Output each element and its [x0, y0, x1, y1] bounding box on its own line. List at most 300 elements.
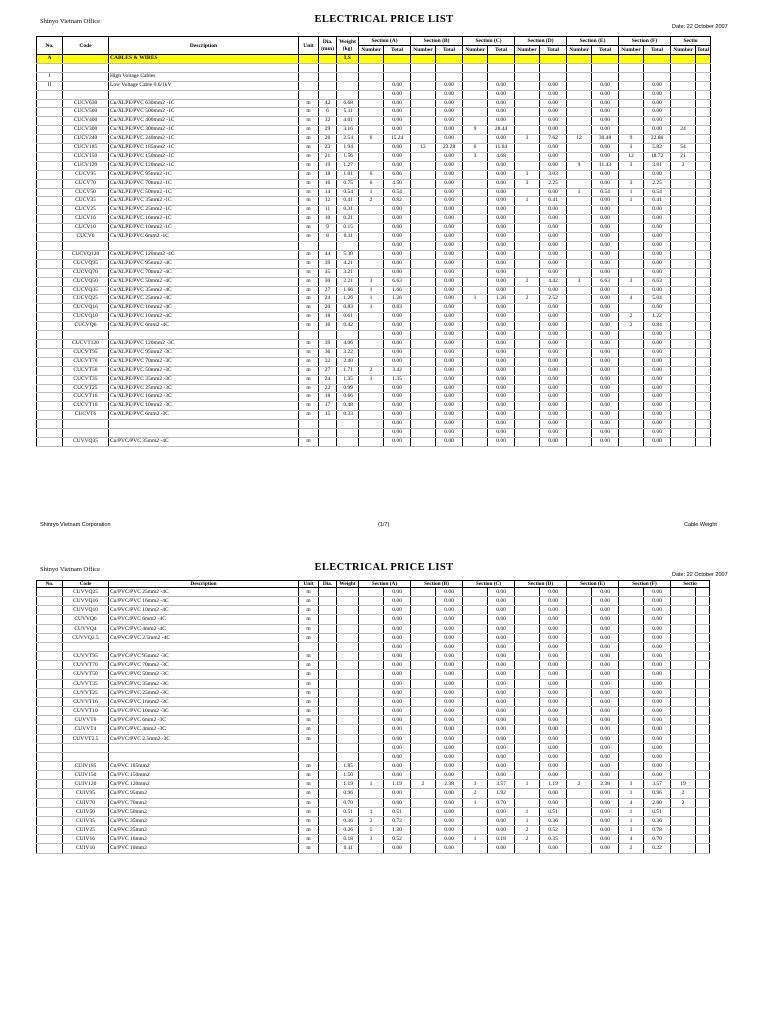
- table-cell: 0.00: [384, 844, 411, 853]
- table-cell: 21: [319, 152, 337, 161]
- table-cell: m: [299, 679, 319, 688]
- table-cell: 1.19: [337, 780, 359, 789]
- table-cell: 0.00: [644, 402, 671, 411]
- table-cell: [515, 339, 540, 348]
- table-cell: [463, 81, 488, 90]
- table-cell: CUCV185: [63, 144, 109, 153]
- table-cell: [671, 366, 696, 375]
- table-row: [37, 661, 710, 670]
- table-cell: 0.00: [384, 652, 411, 661]
- table-row: [37, 716, 710, 725]
- table-cell: [696, 295, 711, 304]
- table-cell: 0.00: [436, 348, 463, 357]
- table-cell: [696, 807, 710, 816]
- table-cell: [319, 835, 337, 844]
- table-cell: 0.26: [337, 826, 359, 835]
- table-cell: CUCVT25: [63, 384, 109, 393]
- table-cell: [463, 348, 488, 357]
- table-cell: [515, 242, 540, 251]
- table-cell: 0.00: [592, 90, 619, 99]
- table-cell: m: [299, 179, 319, 188]
- table-cell: [619, 670, 644, 679]
- table-row: [37, 597, 710, 606]
- table-cell: [359, 597, 384, 606]
- table-cell: [619, 429, 644, 438]
- table-cell: 3: [515, 135, 540, 144]
- table-cell: [567, 597, 592, 606]
- table-cell: m: [299, 633, 319, 642]
- subheader-number: Number: [515, 46, 540, 55]
- table-cell: 1: [619, 197, 644, 206]
- table-cell: Cu/XLPE/PVC 16mm2 -3C: [109, 393, 299, 402]
- table-cell: m: [299, 816, 319, 825]
- table-cell: [384, 63, 411, 72]
- table-cell: [696, 835, 710, 844]
- table-cell: 0.00: [644, 437, 671, 446]
- table-cell: 0.00: [436, 81, 463, 90]
- table-cell: [671, 844, 696, 853]
- table-row: [37, 170, 711, 179]
- subheader-total: Total: [697, 47, 710, 53]
- table-cell: 0.00: [488, 606, 515, 615]
- table-cell: 0.00: [384, 99, 411, 108]
- table-cell: 2.80: [644, 798, 671, 807]
- subheader-total: Total: [488, 46, 515, 55]
- table-cell: [567, 789, 592, 798]
- table-cell: [567, 81, 592, 90]
- table-cell: 0.00: [540, 268, 567, 277]
- table-cell: [567, 331, 592, 340]
- table-cell: [671, 331, 696, 340]
- table-cell: 0.36: [337, 816, 359, 825]
- section-row-cables: [37, 55, 711, 64]
- table-row: [37, 798, 710, 807]
- table-cell: 32: [319, 117, 337, 126]
- table-cell: [619, 224, 644, 233]
- table-cell: [337, 437, 359, 446]
- table-cell: [37, 277, 63, 286]
- table-cell: [319, 652, 337, 661]
- table-cell: 0.00: [540, 642, 567, 651]
- table-cell: [671, 295, 696, 304]
- table-cell: [567, 652, 592, 661]
- table-cell: CUVVT16: [63, 697, 109, 706]
- table-cell: 0.00: [540, 286, 567, 295]
- table-cell: [696, 197, 711, 206]
- table-cell: 0.00: [644, 633, 671, 642]
- table-cell: [619, 597, 644, 606]
- table-cell: [671, 81, 696, 90]
- table-cell: [411, 789, 436, 798]
- table-cell: [671, 135, 696, 144]
- table-row: [37, 780, 710, 789]
- table-cell: 0.00: [488, 688, 515, 697]
- table-cell: [411, 761, 436, 770]
- table-cell: [671, 250, 696, 259]
- table-cell: [319, 615, 337, 624]
- table-cell: m: [299, 348, 319, 357]
- table-cell: 0.00: [488, 215, 515, 224]
- table-cell: [337, 652, 359, 661]
- table-cell: 0.00: [592, 588, 619, 597]
- table-row: [37, 752, 710, 761]
- header-section-b: Section (B): [411, 581, 463, 588]
- table-cell: [567, 633, 592, 642]
- table-cell: [337, 642, 359, 651]
- table-cell: [567, 179, 592, 188]
- table-cell: [619, 697, 644, 706]
- table-cell: [567, 761, 592, 770]
- table-cell: 0.00: [540, 384, 567, 393]
- table-row: [37, 348, 711, 357]
- table-cell: [567, 117, 592, 126]
- table-cell: [696, 375, 711, 384]
- table-cell: 0.00: [592, 429, 619, 438]
- table-cell: [411, 339, 436, 348]
- table-cell: [515, 152, 540, 161]
- table-cell: 44: [319, 250, 337, 259]
- table-cell: [567, 268, 592, 277]
- table-cell: 15: [319, 411, 337, 420]
- table-cell: [696, 144, 711, 153]
- table-cell: 2.25: [540, 179, 567, 188]
- table-cell: 0.00: [644, 725, 671, 734]
- table-cell: m: [299, 161, 319, 170]
- table-cell: [671, 339, 696, 348]
- table-cell: [359, 734, 384, 743]
- table-cell: 0.00: [540, 437, 567, 446]
- table-cell: Cu/PVC/PVC 95mm2 -3C: [109, 652, 299, 661]
- table-cell: m: [299, 780, 319, 789]
- table-cell: 1.01: [337, 170, 359, 179]
- table-cell: [109, 642, 299, 651]
- table-cell: [671, 206, 696, 215]
- table-cell: 1.19: [540, 780, 567, 789]
- table-cell: 6: [463, 144, 488, 153]
- table-cell: [359, 688, 384, 697]
- table-row: [37, 331, 711, 340]
- table-cell: 18.72: [644, 152, 671, 161]
- table-cell: CUCV95: [63, 170, 109, 179]
- table-cell: CUCVT70: [63, 357, 109, 366]
- table-cell: [515, 411, 540, 420]
- table-cell: [359, 771, 384, 780]
- table-cell: CUCV10: [63, 224, 109, 233]
- table-cell: [319, 807, 337, 816]
- header-dia: Dia.: [319, 581, 337, 588]
- table-cell: Cu/PVC 25mm2: [109, 826, 299, 835]
- table-cell: 2: [515, 826, 540, 835]
- table-cell: 21: [671, 152, 696, 161]
- table-cell: 0.00: [488, 642, 515, 651]
- table-cell: [463, 242, 488, 251]
- table-row: [37, 215, 711, 224]
- table-cell: 0.00: [644, 642, 671, 651]
- table-cell: 0.00: [436, 375, 463, 384]
- table-cell: [515, 357, 540, 366]
- table-cell: [319, 688, 337, 697]
- table-cell: [567, 108, 592, 117]
- table-cell: [411, 670, 436, 679]
- table-cell: 22.86: [644, 135, 671, 144]
- document-date: Date: 22 October 2007: [672, 572, 728, 578]
- table-cell: [37, 606, 63, 615]
- table-cell: m: [299, 339, 319, 348]
- table-cell: [37, 688, 63, 697]
- table-cell: [359, 259, 384, 268]
- table-cell: 0.00: [644, 615, 671, 624]
- table-cell: CUVVQ10: [63, 606, 109, 615]
- table-cell: 0.00: [488, 108, 515, 117]
- table-cell: 0.00: [436, 384, 463, 393]
- table-cell: 0.00: [540, 420, 567, 429]
- table-cell: 12: [319, 197, 337, 206]
- table-cell: CUVVQ2.5: [63, 633, 109, 642]
- table-row: [37, 375, 711, 384]
- table-cell: [109, 743, 299, 752]
- table-cell: [319, 716, 337, 725]
- table-cell: [109, 429, 299, 438]
- table-cell: [619, 411, 644, 420]
- table-row: [37, 670, 710, 679]
- table-cell: CUVVT95: [63, 652, 109, 661]
- table-cell: [359, 108, 384, 117]
- table-cell: [696, 331, 711, 340]
- table-cell: 1: [619, 816, 644, 825]
- table-cell: CUCVQ120: [63, 250, 109, 259]
- table-cell: 0.00: [436, 295, 463, 304]
- table-cell: [567, 688, 592, 697]
- table-cell: 0.00: [488, 197, 515, 206]
- table-cell: 0.00: [488, 304, 515, 313]
- table-cell: Cu/XLPE/PVC 35mm2 -1C: [109, 197, 299, 206]
- table-cell: m: [299, 286, 319, 295]
- table-row: [37, 844, 710, 853]
- table-cell: [359, 99, 384, 108]
- table-cell: [696, 108, 711, 117]
- table-cell: [671, 606, 696, 615]
- table-cell: 0.00: [540, 606, 567, 615]
- table-cell: 0.42: [337, 322, 359, 331]
- table-cell: CUCVQ70: [63, 268, 109, 277]
- table-cell: 0.00: [592, 295, 619, 304]
- table-cell: [696, 348, 711, 357]
- table-cell: [411, 331, 436, 340]
- table-cell: 32: [319, 357, 337, 366]
- table-cell: 0.00: [592, 179, 619, 188]
- table-cell: m: [299, 206, 319, 215]
- table-cell: [671, 725, 696, 734]
- table-cell: Cu/XLPE/PVC 10mm2 -1C: [109, 224, 299, 233]
- table-cell: 0.00: [540, 652, 567, 661]
- table-cell: 19: [671, 780, 696, 789]
- table-cell: [359, 126, 384, 135]
- table-cell: 0.00: [644, 375, 671, 384]
- table-cell: [463, 816, 488, 825]
- table-cell: [384, 72, 411, 81]
- table-cell: Cu/XLPE/PVC 120mm2 -3C: [109, 339, 299, 348]
- table-cell: 0.00: [592, 117, 619, 126]
- table-cell: [515, 615, 540, 624]
- table-cell: 0.00: [540, 126, 567, 135]
- table-cell: [37, 393, 63, 402]
- page-title: ELECTRICAL PRICE LIST: [314, 14, 454, 25]
- table-row: [37, 313, 711, 322]
- table-cell: 0.00: [540, 411, 567, 420]
- table-cell: m: [299, 268, 319, 277]
- table-cell: 0.00: [488, 348, 515, 357]
- table-cell: [671, 771, 696, 780]
- table-cell: 0.96: [337, 789, 359, 798]
- table-cell: [37, 286, 63, 295]
- table-cell: [37, 642, 63, 651]
- table-cell: 0.00: [644, 81, 671, 90]
- table-cell: 3.21: [337, 268, 359, 277]
- table-cell: [619, 108, 644, 117]
- table-row: [37, 126, 711, 135]
- subheader-number: Number: [619, 46, 644, 55]
- table-cell: [463, 215, 488, 224]
- table-cell: m: [299, 144, 319, 153]
- table-cell: [359, 117, 384, 126]
- table-cell: 0.00: [384, 725, 411, 734]
- table-cell: 54: [671, 144, 696, 153]
- table-cell: [63, 420, 109, 429]
- table-cell: 2: [411, 780, 436, 789]
- table-cell: [411, 197, 436, 206]
- table-cell: 0.00: [436, 357, 463, 366]
- table-cell: 0.00: [644, 259, 671, 268]
- table-cell: 2.54: [337, 135, 359, 144]
- table-cell: CUCVT10: [63, 402, 109, 411]
- table-cell: [37, 357, 63, 366]
- table-cell: 0.51: [337, 807, 359, 816]
- table-cell: [37, 752, 63, 761]
- table-cell: 0.00: [592, 437, 619, 446]
- table-cell: 0.21: [337, 215, 359, 224]
- table-cell: 28.44: [488, 126, 515, 135]
- table-cell: 1: [567, 188, 592, 197]
- table-cell: [411, 807, 436, 816]
- table-cell: [671, 99, 696, 108]
- table-cell: CUIV16: [63, 835, 109, 844]
- table-cell: 0.00: [436, 215, 463, 224]
- table-cell: [411, 250, 436, 259]
- subheader-total: Total: [644, 46, 671, 55]
- table-cell: [696, 268, 711, 277]
- table-cell: [671, 743, 696, 752]
- table-cell: [671, 652, 696, 661]
- header-description: Description: [109, 37, 299, 55]
- table-cell: m: [299, 393, 319, 402]
- table-cell: 0.00: [436, 393, 463, 402]
- table-cell: [411, 743, 436, 752]
- table-row: [37, 816, 710, 825]
- table-cell: [619, 259, 644, 268]
- table-cell: [337, 670, 359, 679]
- table-cell: 0.00: [436, 624, 463, 633]
- table-cell: [619, 707, 644, 716]
- table-cell: 11.43: [592, 161, 619, 170]
- table-cell: I: [37, 72, 63, 81]
- table-cell: 1: [515, 807, 540, 816]
- table-cell: [696, 135, 711, 144]
- table-cell: [696, 117, 711, 126]
- header-section-c: Section (C): [463, 37, 515, 46]
- table-cell: 3.22: [337, 348, 359, 357]
- table-cell: [671, 215, 696, 224]
- table-cell: [299, 642, 319, 651]
- table-cell: [567, 304, 592, 313]
- table-cell: Cu/XLPE/PVC 6mm2 -1C: [109, 233, 299, 242]
- table-cell: [696, 224, 711, 233]
- table-cell: [37, 826, 63, 835]
- table-cell: [696, 771, 710, 780]
- table-cell: [319, 707, 337, 716]
- table-cell: CUCV630: [63, 99, 109, 108]
- table-cell: [359, 144, 384, 153]
- table-cell: [567, 295, 592, 304]
- table-cell: 0.00: [488, 188, 515, 197]
- table-cell: [463, 233, 488, 242]
- table-cell: [463, 624, 488, 633]
- table-cell: [619, 688, 644, 697]
- table-cell: 0.00: [436, 707, 463, 716]
- table-cell: 5.11: [337, 108, 359, 117]
- table-cell: [463, 286, 488, 295]
- table-cell: [671, 624, 696, 633]
- table-cell: [619, 215, 644, 224]
- table-cell: 3: [619, 826, 644, 835]
- table-cell: [515, 233, 540, 242]
- table-row: [37, 835, 710, 844]
- table-cell: [411, 393, 436, 402]
- table-cell: [37, 152, 63, 161]
- table-cell: [37, 670, 63, 679]
- table-cell: [319, 429, 337, 438]
- table-cell: [359, 725, 384, 734]
- table-cell: 17: [319, 402, 337, 411]
- table-cell: [411, 429, 436, 438]
- table-cell: 0.00: [644, 357, 671, 366]
- table-cell: 1: [359, 375, 384, 384]
- table-cell: 0.00: [540, 188, 567, 197]
- table-cell: m: [299, 250, 319, 259]
- table-cell: CUCVQ6: [63, 322, 109, 331]
- table-cell: [515, 144, 540, 153]
- table-cell: 3.57: [488, 780, 515, 789]
- header-code: Code: [63, 581, 109, 588]
- table-cell: [619, 716, 644, 725]
- table-cell: 0.00: [384, 752, 411, 761]
- table-cell: [109, 63, 299, 72]
- table-cell: [463, 90, 488, 99]
- table-cell: [515, 716, 540, 725]
- table-cell: 0.00: [644, 99, 671, 108]
- table-cell: 0.00: [384, 144, 411, 153]
- price-table: [36, 580, 710, 854]
- table-cell: 0.41: [540, 197, 567, 206]
- table-cell: 0.00: [644, 411, 671, 420]
- table-cell: 24: [319, 295, 337, 304]
- table-cell: 0.00: [436, 688, 463, 697]
- table-cell: 0.00: [592, 716, 619, 725]
- header-weight: Weight (kg): [337, 37, 359, 55]
- table-cell: [671, 63, 696, 72]
- table-cell: [337, 697, 359, 706]
- table-cell: [696, 844, 710, 853]
- table-cell: [411, 277, 436, 286]
